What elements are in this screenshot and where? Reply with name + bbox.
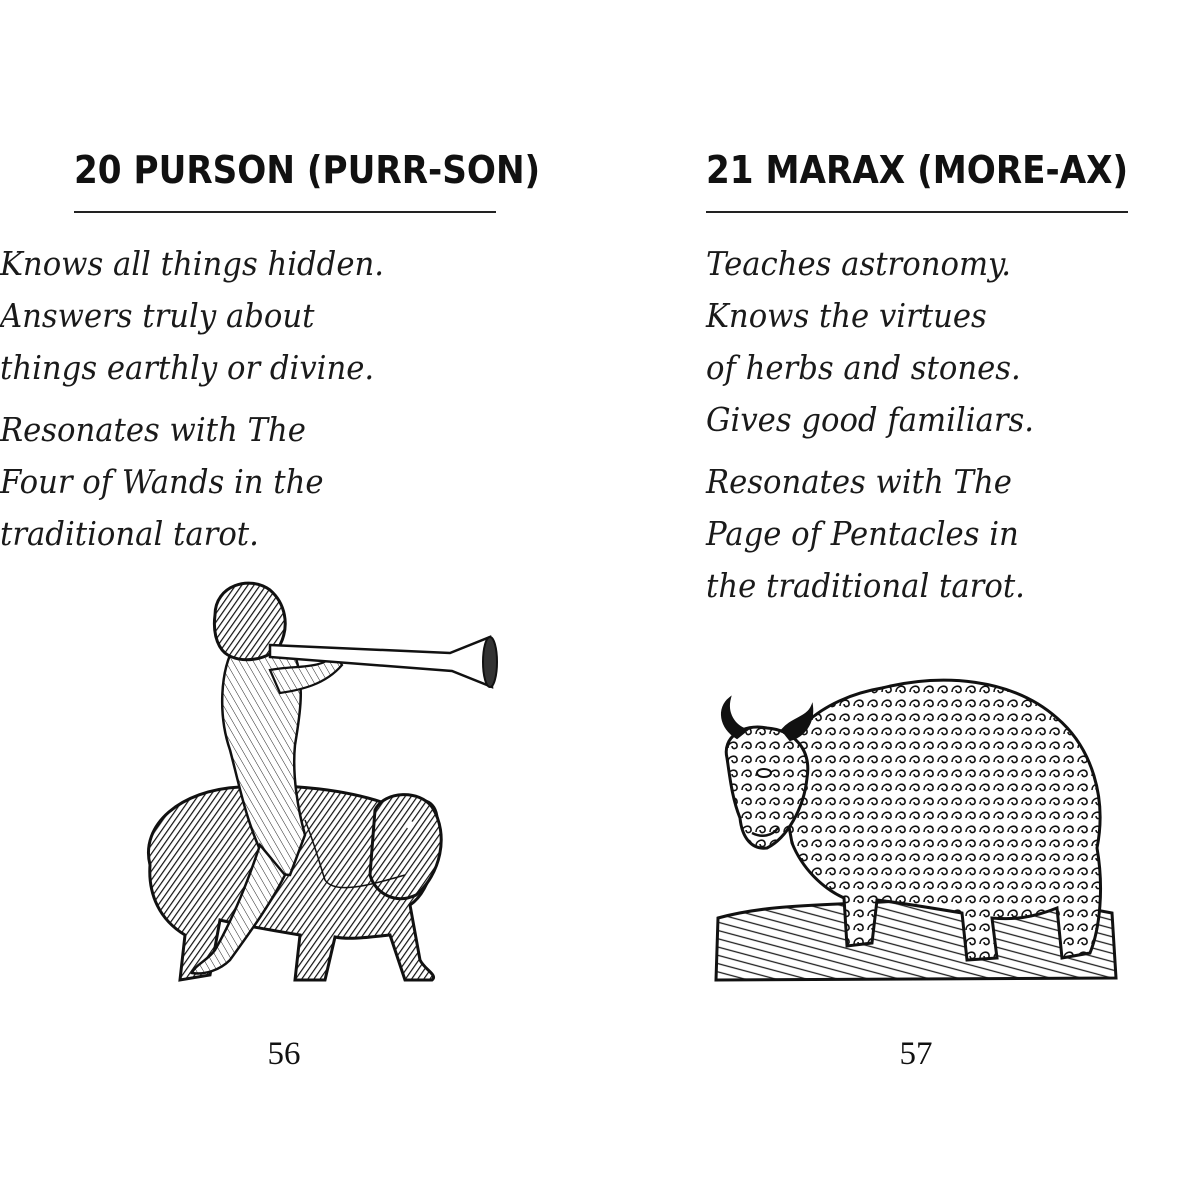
shaggy-horned-bull-woodcut-icon [712, 668, 1124, 990]
left-description [0, 238, 384, 560]
right-description [706, 238, 1034, 612]
text-line: the traditional tarot. [706, 566, 1025, 605]
text-line: of herbs and stones. [706, 348, 1021, 387]
page-number: 57 [899, 1036, 933, 1072]
title-divider [706, 211, 1128, 213]
description-paragraph [706, 238, 1034, 446]
text-line: Page of Pentacles in [706, 514, 1019, 553]
text-line: Answers truly about [0, 296, 315, 335]
page-number: 56 [267, 1036, 301, 1072]
text-line: Resonates with The [0, 410, 306, 449]
text-line: things earthly or divine. [0, 348, 375, 387]
text-line: Knows the virtues [706, 296, 987, 335]
text-line: Teaches astronomy. [706, 244, 1012, 283]
page-title: 21 MARAX (MORE-AX) [706, 148, 1129, 192]
text-line: Gives good familiars. [706, 400, 1035, 439]
text-line: Resonates with The [706, 462, 1012, 501]
tarot-paragraph [0, 404, 384, 560]
lion-headed-figure-riding-bear-with-trumpet-icon [120, 575, 500, 1005]
text-line: traditional tarot. [0, 514, 259, 553]
page-title: 20 PURSON (PURR-SON) [74, 148, 541, 192]
text-line: Four of Wands in the [0, 462, 324, 501]
text-line: Knows all things hidden. [0, 244, 385, 283]
tarot-paragraph [706, 456, 1034, 612]
description-paragraph [0, 238, 384, 394]
title-divider [74, 211, 496, 213]
